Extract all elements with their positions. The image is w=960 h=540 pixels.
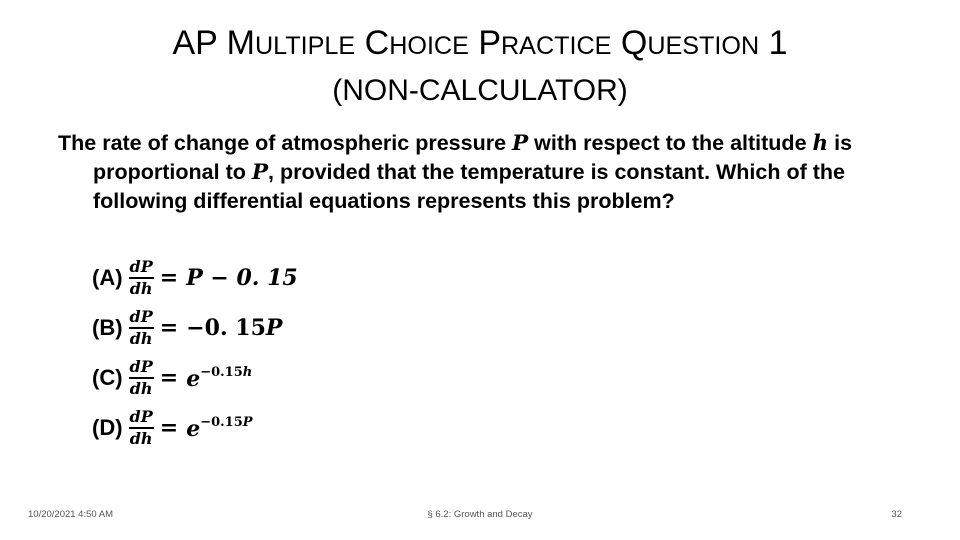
expression-constant: −0. 15 xyxy=(186,315,266,341)
equals-sign: = xyxy=(159,415,179,441)
expression-base: e xyxy=(186,365,201,392)
title-text-1: AP M xyxy=(172,24,255,62)
choice-c[interactable] xyxy=(92,353,492,403)
question-part: , provided that the temperature is constant. Which of the xyxy=(268,160,845,184)
fraction-denominator: dh xyxy=(129,379,153,398)
fraction-numerator: dP xyxy=(129,307,153,326)
choice-expression xyxy=(186,365,252,392)
fraction-denominator: dh xyxy=(129,279,153,298)
exponent-variable: P xyxy=(242,414,253,430)
choice-a[interactable] xyxy=(92,253,492,303)
exponent-constant: −0.15 xyxy=(200,364,243,380)
fraction-numerator: dP xyxy=(129,357,153,376)
choice-label: (B) xyxy=(92,315,123,340)
question-text xyxy=(58,129,918,215)
question-line-2 xyxy=(58,158,918,187)
variable-P: P xyxy=(512,131,529,156)
title-text-8: UESTION xyxy=(647,32,760,60)
derivative-fraction xyxy=(129,408,154,448)
expression-exponent xyxy=(200,365,252,380)
exponent-constant: −0.15 xyxy=(200,414,243,430)
variable-P: P xyxy=(251,160,269,185)
footer-page-number: 32 xyxy=(891,509,902,520)
choice-expression: P − 0. 15 xyxy=(186,265,298,291)
expression-base: e xyxy=(186,415,201,442)
equals-sign: = xyxy=(159,265,179,291)
derivative-fraction xyxy=(129,258,154,298)
fraction-denominator: dh xyxy=(129,429,153,448)
question-line-3: following differential equations represents this problem? xyxy=(93,189,675,213)
equals-sign: = xyxy=(159,315,179,341)
question-part: is xyxy=(828,131,853,155)
derivative-fraction xyxy=(129,308,154,348)
title-text-2: ULTIPLE xyxy=(255,32,356,60)
derivative-fraction xyxy=(129,358,154,398)
slide-title xyxy=(80,26,880,60)
footer-date: 10/20/2021 4:50 AM xyxy=(28,509,114,520)
expression-variable: P xyxy=(265,315,283,341)
answer-choices xyxy=(92,253,492,453)
equals-sign: = xyxy=(159,365,179,391)
choice-b[interactable] xyxy=(92,303,492,353)
choice-label: (A) xyxy=(92,265,123,290)
fraction-numerator: dP xyxy=(129,407,153,426)
title-text-7: Q xyxy=(611,24,648,62)
question-part: with respect to the altitude xyxy=(528,131,813,155)
choice-expression xyxy=(186,415,252,442)
title-text-5: P xyxy=(468,24,501,62)
fraction-numerator: dP xyxy=(129,257,153,276)
choice-label: (C) xyxy=(92,365,123,390)
fraction-denominator: dh xyxy=(129,329,153,348)
title-text-4: HOICE xyxy=(389,32,469,60)
choice-label: (D) xyxy=(92,415,123,440)
question-part: proportional to xyxy=(93,160,252,184)
variable-h: h xyxy=(812,131,829,156)
footer-section: § 6.2: Growth and Decay xyxy=(427,509,533,520)
choice-d[interactable] xyxy=(92,403,492,453)
choice-expression xyxy=(186,315,282,341)
slide-subtitle: (NON-CALCULATOR) xyxy=(332,74,628,107)
title-text-6: RACTICE xyxy=(501,32,612,60)
expression-exponent xyxy=(200,415,252,430)
title-text-3: C xyxy=(355,24,390,62)
title-text-9: 1 xyxy=(759,24,788,62)
question-part: The rate of change of atmospheric pressure xyxy=(58,131,513,155)
exponent-variable: h xyxy=(242,364,253,380)
